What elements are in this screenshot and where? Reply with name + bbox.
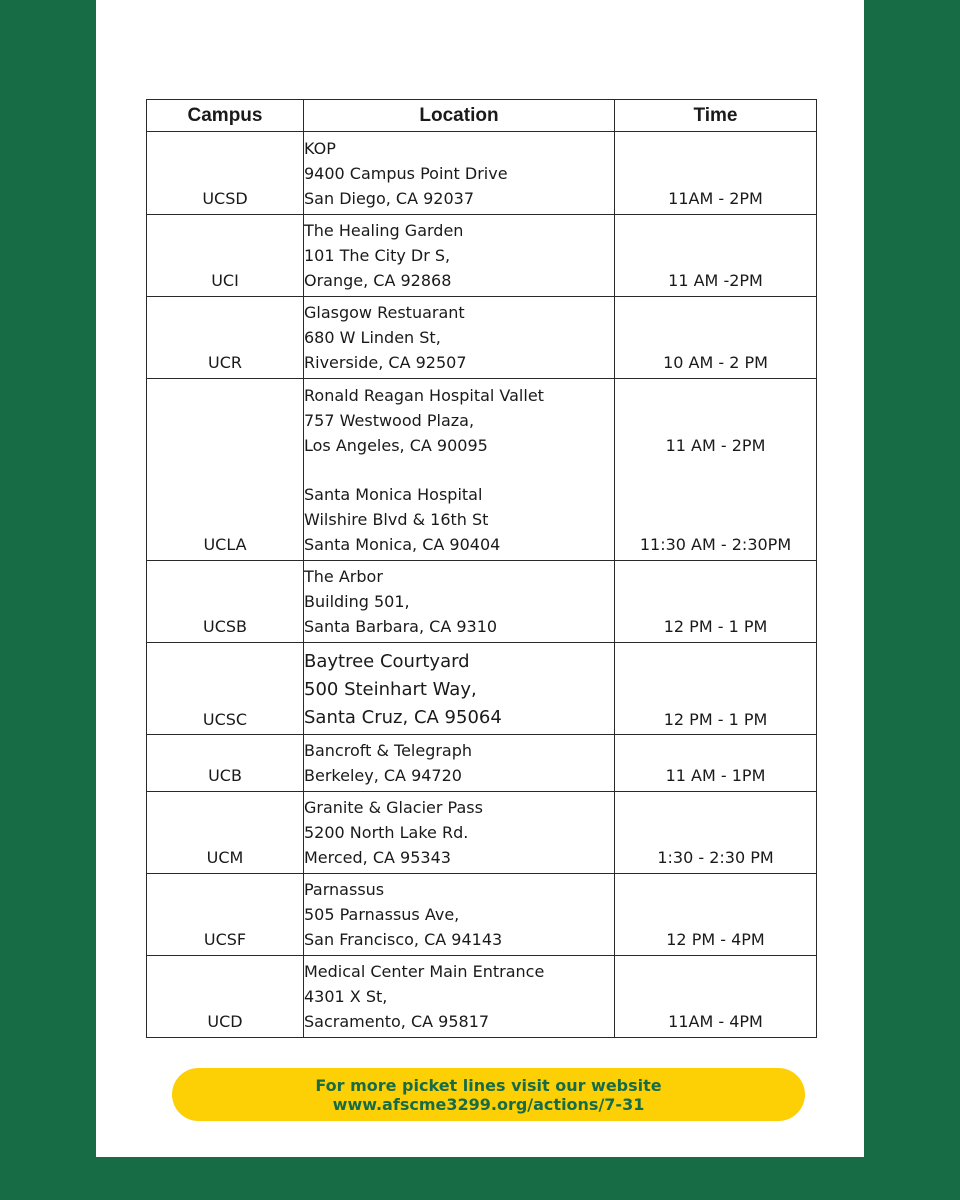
location-line: Merced, CA 95343 bbox=[304, 848, 451, 867]
location-cell bbox=[304, 643, 615, 735]
location-line: Santa Monica, CA 90404 bbox=[304, 535, 501, 554]
location-cell bbox=[304, 297, 615, 379]
time-cell: 11AM - 2PM bbox=[615, 132, 817, 215]
campus-cell: UCSC bbox=[147, 643, 304, 735]
location-cell bbox=[304, 215, 615, 297]
time-cell: 11 AM - 1PM bbox=[615, 735, 817, 792]
header-campus: Campus bbox=[147, 100, 304, 132]
location-line: Sacramento, CA 95817 bbox=[304, 1012, 490, 1031]
location-line: KOP bbox=[304, 139, 336, 158]
location-line: Building 501, bbox=[304, 592, 410, 611]
flyer-sheet bbox=[96, 0, 864, 1157]
table-row bbox=[147, 792, 817, 874]
header-time: Time bbox=[615, 100, 817, 132]
location-line: San Diego, CA 92037 bbox=[304, 189, 475, 208]
header-location: Location bbox=[304, 100, 615, 132]
location-line: 5200 North Lake Rd. bbox=[304, 823, 469, 842]
time-cell: 10 AM - 2 PM bbox=[615, 297, 817, 379]
time-entry: 11:30 AM - 2:30PM bbox=[639, 535, 792, 554]
campus-cell: UCM bbox=[147, 792, 304, 874]
location-line: The Healing Garden bbox=[304, 221, 464, 240]
time-entry: 11 AM - 2PM bbox=[665, 436, 766, 455]
campus-cell: UCB bbox=[147, 735, 304, 792]
location-cell bbox=[304, 874, 615, 956]
campus-cell: UCLA bbox=[147, 379, 304, 561]
location-cell bbox=[304, 956, 615, 1038]
location-gap bbox=[304, 458, 614, 482]
time-cell: 11 AM -2PM bbox=[615, 215, 817, 297]
location-cell bbox=[304, 792, 615, 874]
campus-cell: UCSD bbox=[147, 132, 304, 215]
location-line: The Arbor bbox=[304, 567, 383, 586]
location-line: 101 The City Dr S, bbox=[304, 246, 451, 265]
campus-cell: UCSB bbox=[147, 561, 304, 643]
table-row bbox=[147, 735, 817, 792]
location-cell bbox=[304, 132, 615, 215]
location-line: Granite & Glacier Pass bbox=[304, 798, 483, 817]
location-line: Ronald Reagan Hospital Vallet bbox=[304, 386, 544, 405]
table-row bbox=[147, 379, 817, 561]
location-line: Parnassus bbox=[304, 880, 385, 899]
location-line: Riverside, CA 92507 bbox=[304, 353, 467, 372]
time-cell: 11AM - 4PM bbox=[615, 956, 817, 1038]
campus-cell: UCR bbox=[147, 297, 304, 379]
time-cell: 12 PM - 1 PM bbox=[615, 561, 817, 643]
table-row bbox=[147, 297, 817, 379]
location-line: Bancroft & Telegraph bbox=[304, 741, 473, 760]
location-line: Glasgow Restuarant bbox=[304, 303, 465, 322]
picket-schedule-table bbox=[146, 99, 817, 1038]
banner-text: For more picket lines visit our website bbox=[315, 1075, 662, 1095]
table-row bbox=[147, 215, 817, 297]
table-header-row bbox=[147, 100, 817, 132]
table-row bbox=[147, 561, 817, 643]
location-line: Santa Monica Hospital bbox=[304, 485, 483, 504]
table-row bbox=[147, 956, 817, 1038]
location-line: Santa Barbara, CA 9310 bbox=[304, 617, 498, 636]
time-cell: 1:30 - 2:30 PM bbox=[615, 792, 817, 874]
location-line: 757 Westwood Plaza, bbox=[304, 411, 475, 430]
location-line: 505 Parnassus Ave, bbox=[304, 905, 460, 924]
location-line: 4301 X St, bbox=[304, 987, 388, 1006]
location-line: San Francisco, CA 94143 bbox=[304, 930, 503, 949]
location-line: Los Angeles, CA 90095 bbox=[304, 436, 488, 455]
location-cell bbox=[304, 735, 615, 792]
location-line: Wilshire Blvd & 16th St bbox=[304, 510, 489, 529]
time-cell: 12 PM - 1 PM bbox=[615, 643, 817, 735]
table-row bbox=[147, 874, 817, 956]
website-link[interactable]: www.afscme3299.org/actions/7-31 bbox=[332, 1094, 645, 1114]
location-line: 500 Steinhart Way, bbox=[304, 679, 477, 700]
location-line: 9400 Campus Point Drive bbox=[304, 164, 508, 183]
location-line: Berkeley, CA 94720 bbox=[304, 766, 462, 785]
campus-cell: UCSF bbox=[147, 874, 304, 956]
table-row bbox=[147, 132, 817, 215]
table-row bbox=[147, 643, 817, 735]
time-gap bbox=[615, 458, 816, 532]
location-line: Medical Center Main Entrance bbox=[304, 962, 545, 981]
location-line: 680 W Linden St, bbox=[304, 328, 441, 347]
location-line: Santa Cruz, CA 95064 bbox=[304, 707, 502, 728]
campus-cell: UCI bbox=[147, 215, 304, 297]
location-cell bbox=[304, 561, 615, 643]
campus-cell: UCD bbox=[147, 956, 304, 1038]
time-cell bbox=[615, 379, 817, 561]
location-line: Orange, CA 92868 bbox=[304, 271, 452, 290]
location-line: Baytree Courtyard bbox=[304, 651, 470, 672]
website-banner[interactable] bbox=[172, 1068, 805, 1121]
location-cell bbox=[304, 379, 615, 561]
time-cell: 12 PM - 4PM bbox=[615, 874, 817, 956]
